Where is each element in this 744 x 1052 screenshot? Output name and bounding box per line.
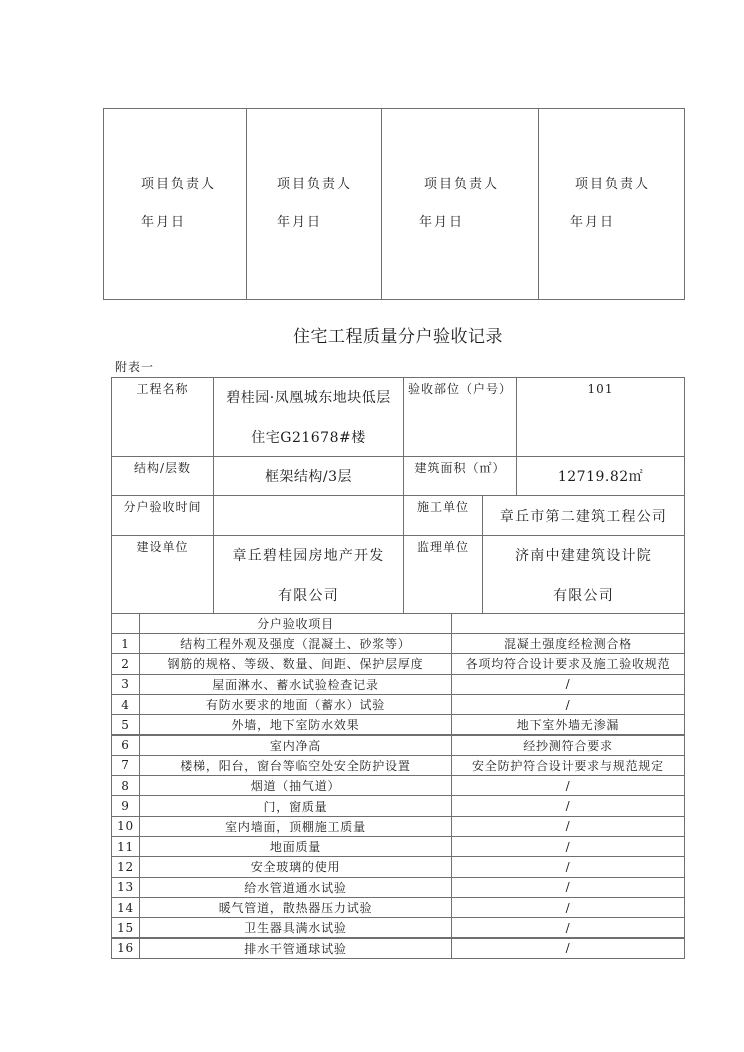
item-result: 地下室外墙无渗漏 [451,714,685,735]
item-name: 屋面淋水、蓄水试验检查记录 [139,674,452,695]
item-result: / [451,897,685,918]
item-number: 8 [111,775,140,796]
item-name: 有防水要求的地面（蓄水）试验 [139,694,452,715]
project-name-label: 工程名称 [111,377,214,457]
area-value: 12719.82㎡ [516,456,685,496]
item-result: / [451,856,685,877]
item-number: 13 [111,877,140,898]
item-name: 给水管道通水试验 [139,877,452,898]
signature-date: 年月日 [277,215,323,230]
item-result: / [451,938,685,959]
supervisor-line: 济南中建建筑设计院 [515,548,652,564]
item-name: 地面质量 [139,836,452,857]
signature-cell [246,108,382,300]
item-result: / [451,917,685,938]
signature-date: 年月日 [419,215,465,230]
item-result: 混凝土强度经检测合格 [451,633,685,654]
item-result: / [451,674,685,695]
item-result: 安全防护符合设计要求与规范规定 [451,755,685,776]
structure-value: 框架结构/3层 [213,456,404,496]
item-name: 钢筋的规格、等级、数量、间距、保护层厚度 [139,653,452,674]
inspection-time-label: 分户验收时间 [111,495,214,536]
area-label: 建筑面积（㎡） [403,456,517,496]
item-name: 室内净高 [139,735,452,756]
signature-role: 项目负责人 [424,177,500,192]
item-name: 卫生器具满水试验 [139,917,452,938]
appendix-label: 附表一 [115,360,155,374]
item-name: 外墙，地下室防水效果 [139,714,452,735]
items-header-item: 分户验收项目 [139,613,452,634]
developer-line: 有限公司 [278,588,339,604]
item-result: / [451,816,685,837]
items-header-result [451,613,685,634]
unit-value: 101 [516,377,685,457]
project-name-value [213,377,404,457]
developer-label: 建设单位 [111,535,214,614]
page-title: 住宅工程质量分户验收记录 [293,327,503,347]
item-name: 室内墙面，顶棚施工质量 [139,816,452,837]
supervisor-value [482,535,685,614]
developer-value [213,535,404,614]
items-header-no [111,613,140,634]
developer-line: 章丘碧桂园房地产开发 [232,548,385,564]
signature-role: 项目负责人 [575,177,651,192]
project-name-line: 碧桂园·凤凰城东地块低层 [226,390,391,406]
item-number: 15 [111,917,140,938]
item-number: 10 [111,816,140,837]
item-name: 门，窗质量 [139,795,452,816]
item-number: 6 [111,735,140,756]
item-number: 1 [111,633,140,654]
item-name: 安全玻璃的使用 [139,856,452,877]
item-number: 4 [111,694,140,715]
supervisor-line: 有限公司 [553,588,614,604]
item-result: 各项均符合设计要求及施工验收规范 [451,653,685,674]
contractor-value: 章丘市第二建筑工程公司 [482,495,685,536]
item-result: / [451,694,685,715]
structure-label: 结构/层数 [111,456,214,496]
item-number: 14 [111,897,140,918]
project-name-line: 住宅G21678#楼 [251,430,366,446]
signature-role: 项目负责人 [277,177,353,192]
item-result: / [451,836,685,857]
item-number: 2 [111,653,140,674]
item-number: 16 [111,938,140,959]
supervisor-label: 监理单位 [403,535,483,614]
signature-date: 年月日 [141,215,187,230]
contractor-label: 施工单位 [403,495,483,536]
item-number: 12 [111,856,140,877]
item-name: 烟道（抽气道） [139,775,452,796]
signature-date: 年月日 [570,215,616,230]
item-name: 结构工程外观及强度（混凝土、砂浆等） [139,633,452,654]
item-number: 7 [111,755,140,776]
item-result: / [451,795,685,816]
signature-cell [538,108,685,300]
signature-cell [103,108,247,300]
item-result: / [451,775,685,796]
item-result: 经抄测符合要求 [451,735,685,756]
item-name: 排水干管通球试验 [139,938,452,959]
inspection-time-value [213,495,404,536]
item-result: / [451,877,685,898]
item-name: 暖气管道，散热器压力试验 [139,897,452,918]
item-number: 9 [111,795,140,816]
unit-label: 验收部位（户号） [403,377,517,457]
signature-cell [381,108,539,300]
item-number: 5 [111,714,140,735]
item-number: 11 [111,836,140,857]
item-number: 3 [111,674,140,695]
item-name: 楼梯，阳台，窗台等临空处安全防护设置 [139,755,452,776]
signature-role: 项目负责人 [141,177,217,192]
